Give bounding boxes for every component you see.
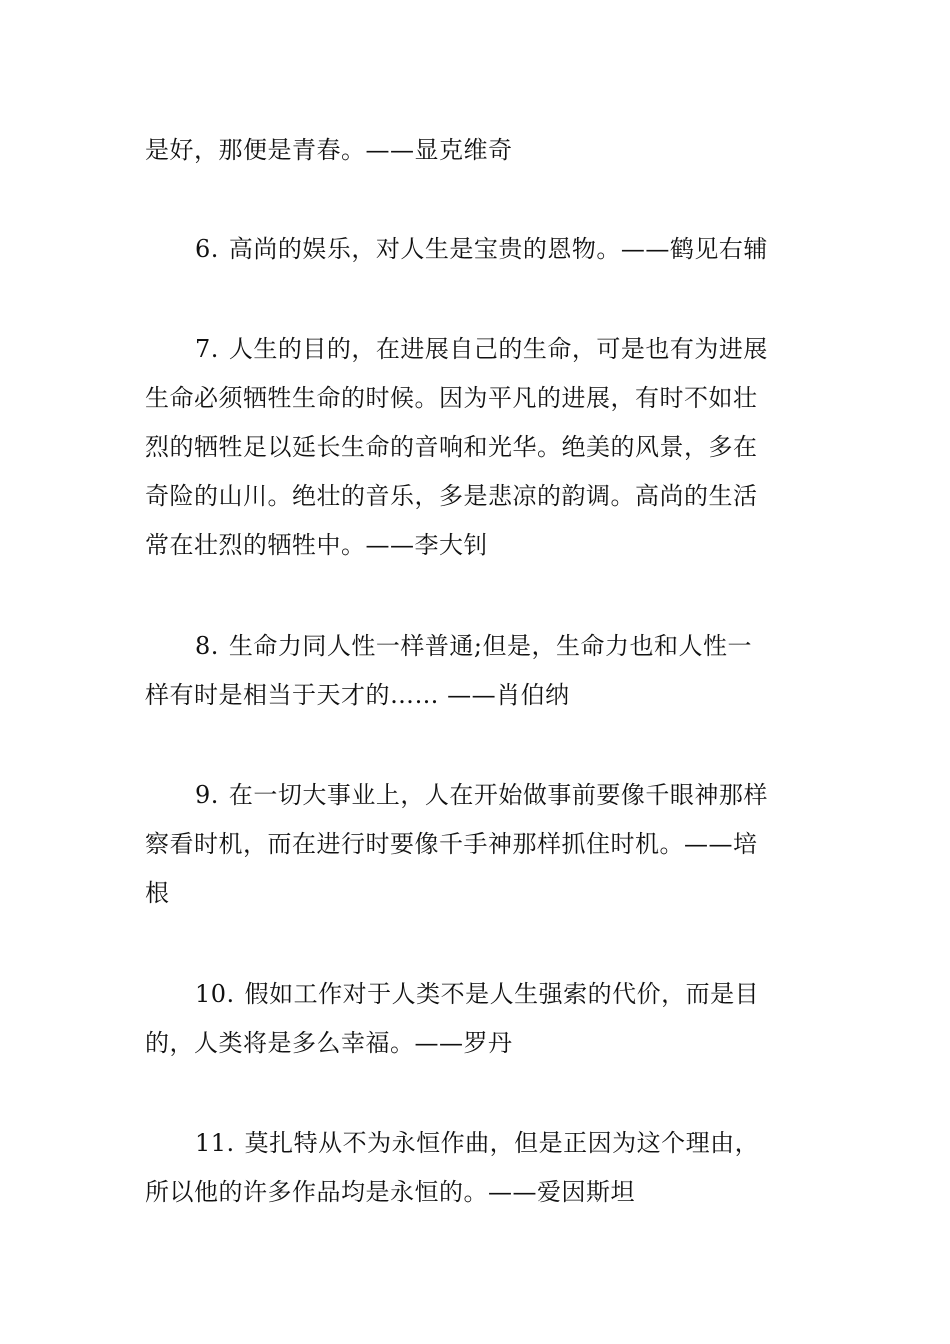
quote-paragraph-11 [145, 1119, 805, 1217]
paragraph-line: 所以他的许多作品均是永恒的。——爱因斯坦 [145, 1178, 635, 1206]
quote-number: 10. [195, 980, 235, 1008]
paragraph-line [145, 622, 805, 671]
paragraph-line: 样有时是相当于天才的…… ——肖伯纳 [145, 681, 570, 709]
paragraph-line: 察看时机，而在进行时要像千手神那样抓住时机。——培 [145, 830, 758, 858]
paragraph-line: 烈的牺牲足以延长生命的音响和光华。绝美的风景，多在 [145, 433, 758, 461]
quote-text: 假如工作对于人类不是人生强索的代价，而是目 [244, 980, 760, 1008]
paragraph-line [145, 225, 805, 274]
paragraph-line [145, 970, 805, 1019]
quote-text: 生命力同人性一样普通;但是，生命力也和人性一 [228, 632, 752, 660]
quote-text: 高尚的娱乐，对人生是宝贵的恩物。——鹤见右辅 [228, 235, 768, 263]
quote-paragraph-10 [145, 970, 805, 1068]
paragraph-line [145, 325, 805, 374]
quote-text: 人生的目的，在进展自己的生命，可是也有为进展 [228, 335, 768, 363]
quote-number: 11. [195, 1129, 235, 1157]
quote-paragraph-8 [145, 622, 805, 720]
paragraph-line [145, 771, 805, 820]
paragraph-line: 奇险的山川。绝壮的音乐，多是悲凉的韵调。高尚的生活 [145, 482, 758, 510]
paragraph-line: 生命必须牺牲生命的时候。因为平凡的进展，有时不如壮 [145, 384, 758, 412]
paragraph-line: 根 [145, 879, 170, 907]
quote-paragraph-continued [145, 126, 805, 175]
quote-number: 9. [195, 781, 219, 809]
quote-number: 6. [195, 235, 219, 263]
paragraph-line: 常在壮烈的牺牲中。——李大钊 [145, 531, 488, 559]
quote-paragraph-6 [145, 225, 805, 274]
quote-text: 莫扎特从不为永恒作曲，但是正因为这个理由， [244, 1129, 760, 1157]
quote-text: 在一切大事业上，人在开始做事前要像千眼神那样 [228, 781, 768, 809]
quote-number: 8. [195, 632, 219, 660]
quote-paragraph-7 [145, 325, 805, 570]
quote-number: 7. [195, 335, 219, 363]
quote-paragraph-9 [145, 771, 805, 918]
paragraph-line [145, 1119, 805, 1168]
paragraph-line: 是好，那便是青春。——显克维奇 [145, 136, 513, 164]
paragraph-line: 的，人类将是多么幸福。——罗丹 [145, 1029, 513, 1057]
